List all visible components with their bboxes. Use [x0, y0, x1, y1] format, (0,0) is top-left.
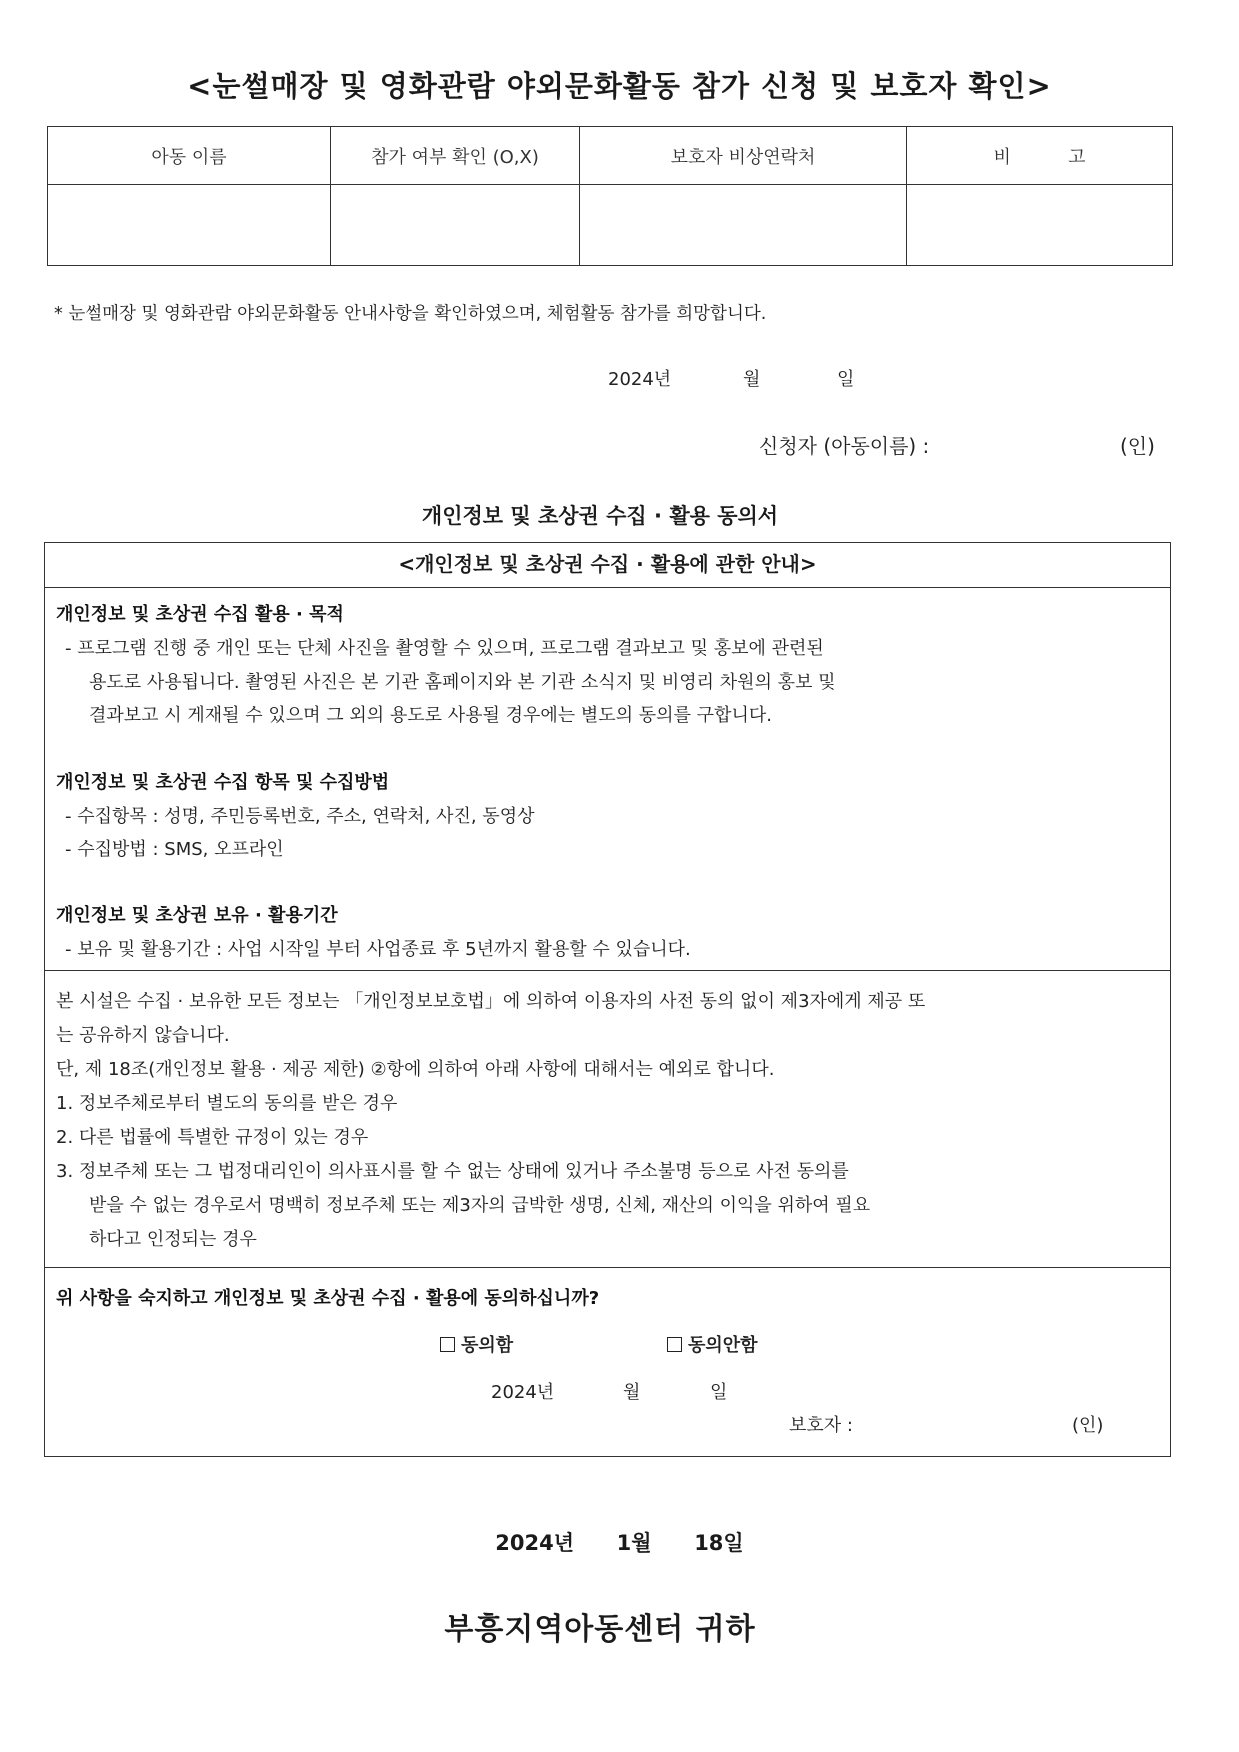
applicant-seal: (인) — [1120, 434, 1155, 458]
purpose-title: 개인정보 및 초상권 수집 활용 · 목적 — [56, 604, 344, 625]
disagree-label: 동의안함 — [688, 1335, 758, 1356]
privacy-policy-section — [45, 971, 1170, 1268]
policy-line: 1. 정보주체로부터 별도의 동의를 받은 경우 — [56, 1093, 398, 1114]
disagree-checkbox[interactable] — [667, 1331, 758, 1357]
policy-line: 3. 정보주체 또는 그 법정대리인이 의사표시를 할 수 없는 상태에 있거나 주소불명 등으로 사전 동의를 — [56, 1161, 849, 1182]
agree-checkbox[interactable] — [440, 1331, 513, 1357]
issue-date-day: 18일 — [694, 1531, 744, 1555]
child-name-cell[interactable] — [48, 185, 331, 266]
policy-line: 단, 제 18조(개인정보 활용 · 제공 제한) ②항에 의하여 아래 사항에 대해서는 예외로 합니다. — [56, 1059, 775, 1080]
policy-line: 하다고 인정되는 경우 — [89, 1229, 257, 1250]
consent-section-title: 개인정보 및 초상권 수집 · 활용 동의서 — [421, 504, 779, 528]
header-remarks: 비 고 — [907, 127, 1173, 185]
consent-info-section — [45, 588, 1170, 971]
retention-title: 개인정보 및 초상권 보유 · 활용기간 — [56, 905, 338, 926]
agree-label: 동의함 — [461, 1335, 514, 1356]
participation-cell[interactable] — [331, 185, 580, 266]
header-child-name: 아동 이름 — [48, 127, 331, 185]
guardian-label: 보호자 : — [789, 1415, 853, 1436]
addressee: 부흥지역아동센터 귀하 — [444, 1612, 756, 1647]
items-title: 개인정보 및 초상권 수집 항목 및 수집방법 — [56, 772, 390, 793]
guardian-seal: (인) — [1072, 1415, 1104, 1436]
policy-line: 받을 수 없는 경우로서 명백히 정보주체 또는 제3자의 급박한 생명, 신체, 재산의 이익을 위하여 필요 — [89, 1195, 871, 1216]
checkbox-icon[interactable] — [667, 1337, 682, 1352]
guardian-contact-cell[interactable] — [580, 185, 907, 266]
purpose-line: 용도로 사용됩니다. 촬영된 사진은 본 기관 홈페이지와 본 기관 소식지 및 비영리 차원의 홍보 및 — [89, 672, 836, 693]
application-date-month: 월 — [743, 369, 761, 390]
issue-date-year: 2024년 — [495, 1531, 575, 1555]
table-row — [48, 185, 1173, 266]
header-participation: 참가 여부 확인 (O,X) — [331, 127, 580, 185]
consent-answer-section — [45, 1268, 1170, 1458]
table-header-row — [48, 127, 1173, 185]
document-title: <눈썰매장 및 영화관람 야외문화활동 참가 신청 및 보호자 확인> — [187, 69, 1052, 103]
consent-box — [44, 542, 1171, 1457]
consent-date-month: 월 — [623, 1382, 641, 1403]
consent-date-day: 일 — [710, 1382, 728, 1403]
policy-line: 는 공유하지 않습니다. — [56, 1025, 230, 1046]
issue-date-month: 1월 — [616, 1531, 652, 1555]
policy-line: 본 시설은 수집 · 보유한 모든 정보는 「개인정보보호법」에 의하여 이용자의 사전 동의 없이 제3자에게 제공 또 — [56, 991, 926, 1012]
items-line: - 수집방법 : SMS, 오프라인 — [65, 839, 284, 860]
retention-line: - 보유 및 활용기간 : 사업 시작일 부터 사업종료 후 5년까지 활용할 수 있습니다. — [65, 939, 691, 960]
items-line: - 수집항목 : 성명, 주민등록번호, 주소, 연락처, 사진, 동영상 — [65, 806, 535, 827]
application-date-year: 2024년 — [608, 369, 672, 390]
application-table — [47, 126, 1173, 266]
issue-date — [0, 1527, 1239, 1557]
header-guardian-contact: 보호자 비상연락처 — [580, 127, 907, 185]
confirmation-note: * 눈썰매장 및 영화관람 야외문화활동 안내사항을 확인하였으며, 체험활동 참가를 희망합니다. — [54, 304, 767, 324]
remarks-cell[interactable] — [907, 185, 1173, 266]
purpose-line: 결과보고 시 게재될 수 있으며 그 외의 용도로 사용될 경우에는 별도의 동의를 구합니다. — [89, 705, 772, 726]
application-date-day: 일 — [837, 369, 855, 390]
checkbox-icon[interactable] — [440, 1337, 455, 1352]
policy-line: 2. 다른 법률에 특별한 규정이 있는 경우 — [56, 1127, 369, 1148]
consent-question: 위 사항을 숙지하고 개인정보 및 초상권 수집 · 활용에 동의하십니까? — [56, 1288, 600, 1309]
consent-box-heading: <개인정보 및 초상권 수집 · 활용에 관한 안내> — [45, 543, 1170, 588]
applicant-label: 신청자 (아동이름) : — [759, 434, 930, 458]
purpose-line: - 프로그램 진행 중 개인 또는 단체 사진을 촬영할 수 있으며, 프로그램 결과보고 및 홍보에 관련된 — [65, 638, 824, 659]
consent-date-year: 2024년 — [491, 1382, 555, 1403]
